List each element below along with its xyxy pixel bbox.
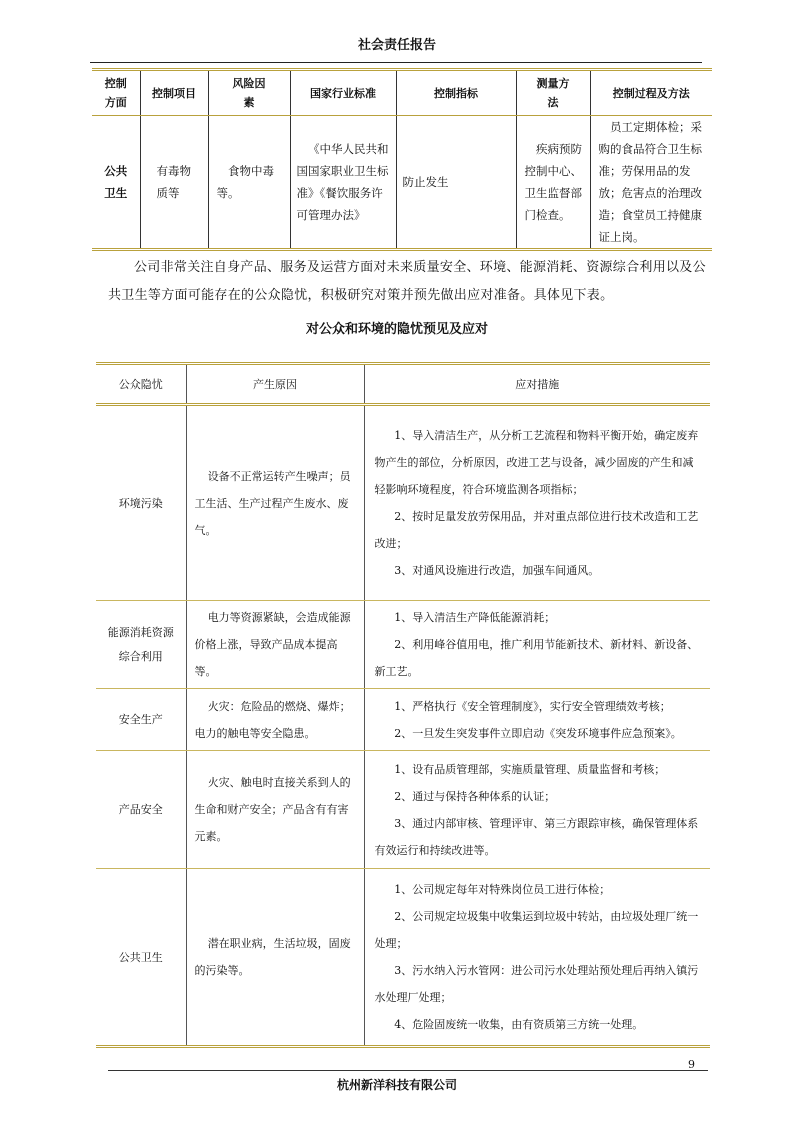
cause-cell: 电力等资源紧缺，会造成能源价格上涨，导致产品成本提高等。 — [186, 601, 364, 689]
concern-row — [96, 689, 710, 751]
measures-cell — [364, 869, 710, 1047]
measure-item: 3、通过内部审核、管理评审、第三方跟踪审核，确保管理体系有效运行和持续改进等。 — [374, 816, 699, 857]
page-header-title: 社会责任报告 — [357, 38, 436, 53]
measure-item: 2、一旦发生突发事件立即启动《突发环境事件应急预案》。 — [394, 726, 682, 740]
intro-paragraph: 公司非常关注自身产品、服务及运营方面对未来质量安全、环境、能源消耗、资源综合利用以及公共卫生等方面可能存在的公众隐忧，积极研究对策并预先做出应对准备。具体见下表。 — [108, 260, 706, 303]
measures-cell — [364, 689, 710, 751]
measure-item: 2、利用峰谷值用电，推广利用节能新技术、新材料、新设备、新工艺。 — [374, 638, 699, 678]
concern-row — [96, 869, 710, 1047]
concern-row — [96, 601, 710, 689]
concern-table-title: 对公众和环境的隐忧预见及应对 — [305, 322, 488, 337]
cell-method: 疾病预防控制中心、卫生监督部门检查。 — [516, 116, 590, 250]
th-standard: 国家行业标准 — [290, 70, 396, 116]
measure-item: 2、公司规定垃圾集中收集运到垃圾中转站，由垃圾处理厂统一处理； — [374, 910, 699, 950]
concern-cell: 能源消耗资源综合利用 — [96, 601, 186, 689]
th-process: 控制过程及方法 — [590, 70, 712, 116]
th-indicator: 控制指标 — [396, 70, 516, 116]
cause-cell: 火灾、触电时直接关系到人的生命和财产安全；产品含有有害元素。 — [186, 751, 364, 869]
measures-cell — [364, 601, 710, 689]
th-concern: 公众隐忧 — [96, 364, 186, 405]
measure-item: 3、对通风设施进行改造，加强车间通风。 — [394, 564, 600, 577]
measures-cell — [364, 405, 710, 601]
th-item: 控制项目 — [140, 70, 208, 116]
concern-row — [96, 405, 710, 601]
control-table-header — [92, 70, 712, 116]
th-measures: 应对措施 — [364, 364, 710, 405]
concern-table — [96, 362, 710, 1048]
th-aspect: 控制方面 — [92, 70, 140, 116]
cell-indicator: 防止发生 — [396, 116, 516, 250]
cell-risk: 食物中毒等。 — [208, 116, 290, 250]
control-table-row — [92, 116, 712, 250]
header-rule — [90, 62, 702, 63]
cell-item: 有毒物质等 — [140, 116, 208, 250]
measure-item: 1、公司规定每年对特殊岗位员工进行体检； — [394, 883, 611, 896]
cause-cell: 设备不正常运转产生噪声；员工生活、生产过程产生废水、废气。 — [186, 405, 364, 601]
control-table — [92, 68, 712, 251]
cell-standard: 《中华人民共和国国家职业卫生标准》《餐饮服务许可管理办法》 — [290, 116, 396, 250]
concern-table-header — [96, 364, 710, 405]
measure-item: 3、污水纳入污水管网：进公司污水处理站预处理后再纳入镇污水处理厂处理； — [374, 964, 699, 1004]
cell-aspect: 公共卫生 — [92, 116, 140, 250]
th-method: 测量方法 — [516, 70, 590, 116]
measure-item: 2、按时足量发放劳保用品，并对重点部位进行技术改造和工艺改进； — [374, 510, 699, 550]
measure-item: 1、导入清洁生产降低能源消耗； — [394, 611, 556, 624]
measure-item: 4、危险固废统一收集，由有资质第三方统一处理。 — [394, 1018, 644, 1031]
page-number: 9 — [688, 1058, 695, 1071]
th-cause: 产生原因 — [186, 364, 364, 405]
cause-cell: 潜在职业病，生活垃圾，固废的污染等。 — [186, 869, 364, 1047]
footer-company: 杭州新洋科技有限公司 — [336, 1078, 457, 1092]
concern-cell: 公共卫生 — [96, 869, 186, 1047]
th-risk: 风险因素 — [208, 70, 290, 116]
concern-cell: 产品安全 — [96, 751, 186, 869]
measures-cell — [364, 751, 710, 869]
concern-cell: 安全生产 — [96, 689, 186, 751]
cell-process: 员工定期体检；采购的食品符合卫生标准；劳保用品的发放；危害点的治理改造；食堂员工持健康证上岗。 — [590, 116, 712, 250]
measure-item: 1、严格执行《安全管理制度》，实行安全管理绩效考核； — [394, 699, 671, 713]
measure-item: 1、导入清洁生产，从分析工艺流程和物料平衡开始，确定废弃物产生的部位，分析原因，改进工艺与设备，减少固废的产生和减轻影响环境程度，符合环境监测各项指标； — [374, 429, 699, 496]
measure-item: 1、设有品质管理部，实施质量管理、质量监督和考核； — [394, 762, 666, 776]
concern-row — [96, 751, 710, 869]
footer-rule — [108, 1070, 708, 1071]
concern-cell: 环境污染 — [96, 405, 186, 601]
measure-item: 2、通过与保持各种体系的认证； — [394, 789, 556, 803]
cause-cell: 火灾：危险品的燃烧、爆炸；电力的触电等安全隐患。 — [186, 689, 364, 751]
